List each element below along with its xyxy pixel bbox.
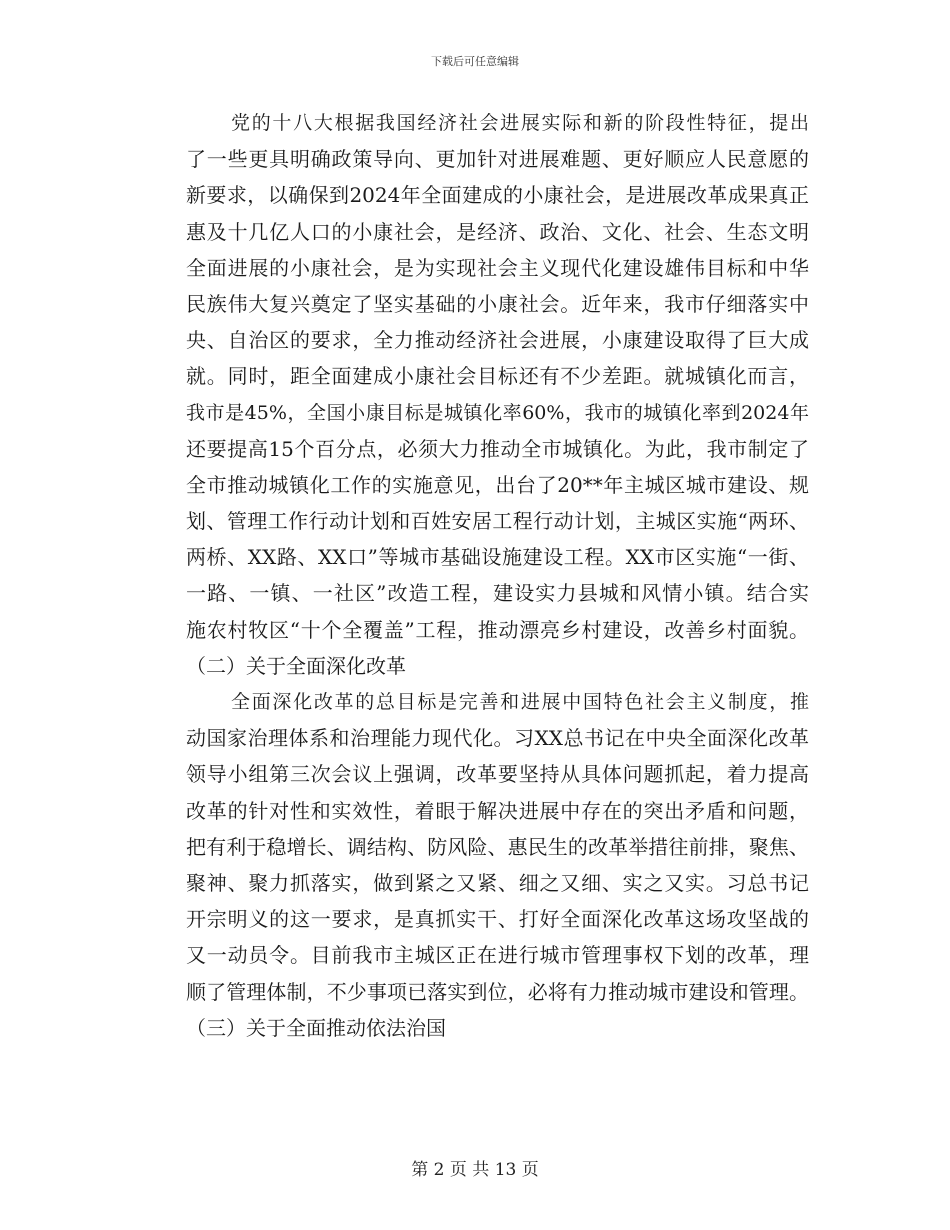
text-line: 划、管理工作行动计划和百姓安居工程行动计划，主城区实施“两环、 [186, 509, 809, 534]
paragraph-deepen-reform [141, 684, 809, 1010]
text-line: 党的十八大根据我国经济社会进展实际和新的阶段性特征，提出 [231, 112, 809, 134]
text-line: 聚神、聚力抓落实，做到紧之又紧、细之又细、实之又实。习总书记 [186, 870, 809, 895]
text-line: 把有利于稳增长、调结构、防风险、惠民生的改革举措往前排，聚焦、 [186, 834, 809, 859]
text-line: 施农村牧区“十个全覆盖”工程，推动漂亮乡村建设，改善乡村面貌。 [186, 617, 809, 642]
text-line: 领导小组第三次会议上强调，改革要坚持从具体问题抓起，着力提高 [186, 762, 809, 787]
text-line: 了一些更具明确政策导向、更加针对进展难题、更好顺应人民意愿的 [186, 147, 809, 172]
text-line: 全市推动城镇化工作的实施意见，出台了20**年主城区城市建设、规 [186, 472, 809, 497]
text-line: 开宗明义的这一要求，是真抓实干、打好全面深化改革这场攻坚战的 [186, 907, 809, 932]
text-line: 我市是45%，全国小康目标是城镇化率60%，我市的城镇化率到2024年 [186, 401, 809, 424]
section-heading-deepen-reform: （二）关于全面深化改革 [186, 653, 406, 678]
paragraph-urbanization [141, 105, 809, 648]
text-line: 民族伟大复兴奠定了坚实基础的小康社会。近年来，我市仔细落实中 [186, 291, 809, 316]
document-body [141, 105, 809, 1046]
text-line: 一路、一镇、一社区”改造工程，建设实力县城和风情小镇。结合实 [186, 581, 809, 606]
text-line: 两桥、XX路、XX口”等城市基础设施建设工程。XX市区实施“一街、 [186, 545, 809, 570]
text-line: 顺了管理体制，不少事项已落实到位，必将有力推动城市建设和管理。 [186, 979, 809, 1004]
text-line: 惠及十几亿人口的小康社会，是经济、政治、文化、社会、生态文明 [186, 219, 809, 244]
text-line: 新要求，以确保到2024年全面建成的小康社会，是进展改革成果真正 [186, 183, 809, 208]
page-number-footer: 第 2 页 共 13 页 [411, 1160, 539, 1180]
text-line: 央、自治区的要求，全力推动经济社会进展，小康建设取得了巨大成 [186, 328, 809, 353]
text-line: 又一动员令。目前我市主城区正在进行城市管理事权下划的改革，理 [186, 943, 809, 968]
text-line: 全面深化改革的总目标是完善和进展中国特色社会主义制度，推 [231, 691, 809, 713]
page-header: 下载后可任意编辑 [431, 55, 519, 68]
section-heading-rule-of-law: （三）关于全面推动依法治国 [186, 1015, 446, 1040]
text-line: 还要提高15个百分点，必须大力推动全市城镇化。为此，我市制定了 [186, 436, 809, 461]
text-line: 改革的针对性和实效性，着眼于解决进展中存在的突出矛盾和问题， [186, 798, 809, 823]
text-line: 动国家治理体系和治理能力现代化。习XX总书记在中央全面深化改革 [186, 726, 809, 751]
text-line: 就。同时，距全面建成小康社会目标还有不少差距。就城镇化而言， [186, 364, 809, 389]
text-line: 全面进展的小康社会，是为实现社会主义现代化建设雄伟目标和中华 [186, 255, 809, 280]
